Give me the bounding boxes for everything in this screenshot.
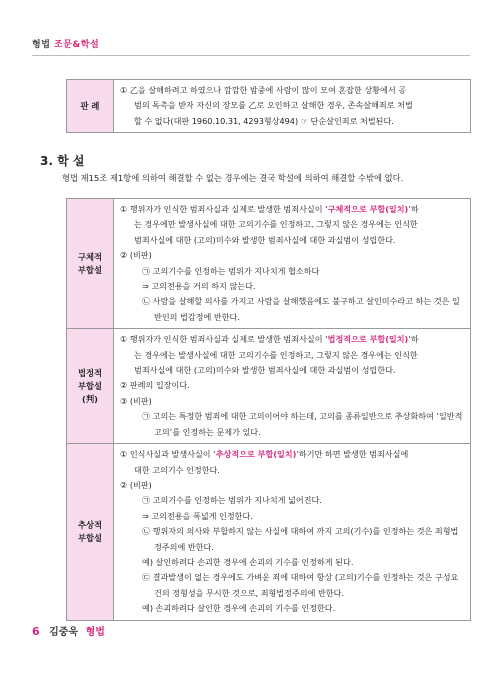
theory-line: 예) 살인하려다 손괴한 경우에 손괴의 기수를 인정하게 된다.: [142, 556, 354, 567]
case-table: [66, 79, 471, 133]
theory-line: ② (비판): [120, 250, 152, 261]
line-text: ’하: [408, 204, 419, 214]
theory-row: [67, 444, 471, 620]
theory-label-line: 부합설: [77, 380, 103, 391]
section-title: 3. 학 설: [40, 154, 85, 168]
theory-line: ㉠ 고의기수를 인정하는 범위가 지나치게 넓어진다.: [142, 495, 322, 506]
theory-line: ⇒ 고의전용을 폭넓게 인정한다.: [142, 510, 253, 521]
theory-content: [114, 444, 471, 620]
book-name: 형법: [85, 627, 105, 638]
line-text: ’하기만 하면 발생한 범죄사실에: [296, 449, 409, 460]
case-label: 판 례: [67, 80, 114, 133]
running-header: [32, 37, 99, 50]
theory-line: ⇒ 고의전용을 거의 하지 않는다.: [142, 281, 256, 292]
theory-line: 는 경우에는 발생사실에 대한 고의기수를 인정하고, 그렇지 않은 경우에는 인식한: [134, 349, 418, 360]
theory-line: ② (비판): [120, 479, 152, 490]
section-intro: 형법 제15조 제1항에 의하여 해결할 수 없는 경우에는 결국 학설에 의하여 해결할 수밖에 없다.: [62, 173, 404, 183]
line-text: ① 인식사실과 발생사실이 ‘: [120, 449, 216, 460]
highlight-term: 추상적으로 부합(일치): [215, 449, 297, 460]
theory-line: ㉠ 고의는 특정한 범죄에 대한 고의이어야 하는데, 고의를 종류일반으로 추상화하여 ‘일반적 고의’를 인정하는 문제가 있다.: [142, 411, 463, 437]
case-content: [114, 80, 471, 133]
theory-line: [120, 202, 464, 217]
theory-label: [67, 199, 114, 329]
theory-content: [114, 329, 471, 444]
theory-label-line: 법정적: [77, 367, 103, 378]
theory-line: 범죄사실에 대한 (고의)미수와 발생한 범죄사실에 대한 과실범이 성립한다.: [134, 365, 396, 376]
highlight-term: 법정적으로 부합(일치): [327, 334, 409, 345]
theory-row: [67, 329, 471, 444]
theory-line: ㉢ 결과발생이 없는 경우에도 가벼운 죄에 대하여 항상 (고의)기수를 인정하는 것은 구성요건의 정형성을 무시한 것으로, 죄형법정주의에 반한다.: [142, 572, 459, 598]
theory-content: [114, 199, 471, 329]
theory-line: [120, 447, 464, 462]
theory-row: [67, 199, 471, 329]
author-name: 김중욱: [49, 627, 79, 638]
theory-label-line: 부합설: [77, 264, 103, 275]
theory-line: ㉠ 고의기수를 인정하는 범위가 지나치게 협소하다: [142, 265, 320, 276]
theory-line: ㉡ 사람을 살해할 의사를 가지고 사람을 살해했음에도 불구하고 살인미수라고 하는 것은 일반인의 법감정에 반한다.: [142, 296, 460, 322]
theory-line: 예) 손괴하려다 살인한 경우에 손괴의 기수를 인정한다.: [142, 603, 336, 614]
line-text: ① 행위자가 인식한 범죄사실과 실제로 발생한 범죄사실이 ‘: [120, 334, 328, 345]
header-section: 조문&학설: [54, 40, 100, 50]
theory-line: 는 경우에만 발생사실에 대한 고의기수를 인정하고, 그렇지 않은 경우에는 인식한: [134, 219, 418, 230]
theory-label-line: 구체적: [77, 251, 103, 262]
theory-line: ③ (비판): [120, 395, 152, 406]
highlight-term: 구체적으로 부합(일치): [327, 204, 409, 214]
page-number: 6: [32, 625, 40, 638]
case-line: 범의 독촉을 받자 자신의 장모를 乙로 오인하고 살해한 경우, 존속살해죄로 처벌: [134, 100, 413, 111]
page-footer: [32, 623, 105, 638]
line-text: ① 행위자가 인식한 범죄사실과 실제로 발생한 범죄사실이 ‘: [120, 204, 328, 214]
theory-line: ㉡ 행위자의 의사와 부합하지 않는 사실에 대하여 까지 고의(기수)를 인정하는 것은 죄형법정주의에 반한다.: [142, 526, 459, 552]
theory-label-line: 부합설: [77, 532, 103, 543]
theory-line: 대한 고의기수 인정한다.: [134, 464, 220, 475]
case-line: 할 수 없다(대판 1960.10.31, 4293형상494) ☞ 단순살인죄로 처벌된다.: [134, 115, 394, 126]
theory-label: [67, 329, 114, 444]
line-text: ’하: [408, 334, 419, 345]
header-divider: [32, 55, 470, 56]
theory-label-line: (判): [82, 393, 98, 404]
theory-label: [67, 444, 114, 620]
theory-line: 범죄사실에 대한 (고의)미수와 발생한 범죄사실에 대한 과실범이 성립한다.: [134, 234, 396, 245]
case-line: ① 乙을 살해하려고 하였으나 깜깜한 밤중에 사람이 많이 모여 혼잡한 상황에서 공: [120, 85, 407, 95]
header-subject: 형법: [32, 40, 51, 50]
theory-line: ② 판례의 입장이다.: [120, 380, 190, 391]
theory-line: [120, 332, 464, 347]
theory-table: [66, 198, 471, 621]
theory-label-line: 추상적: [77, 519, 103, 530]
